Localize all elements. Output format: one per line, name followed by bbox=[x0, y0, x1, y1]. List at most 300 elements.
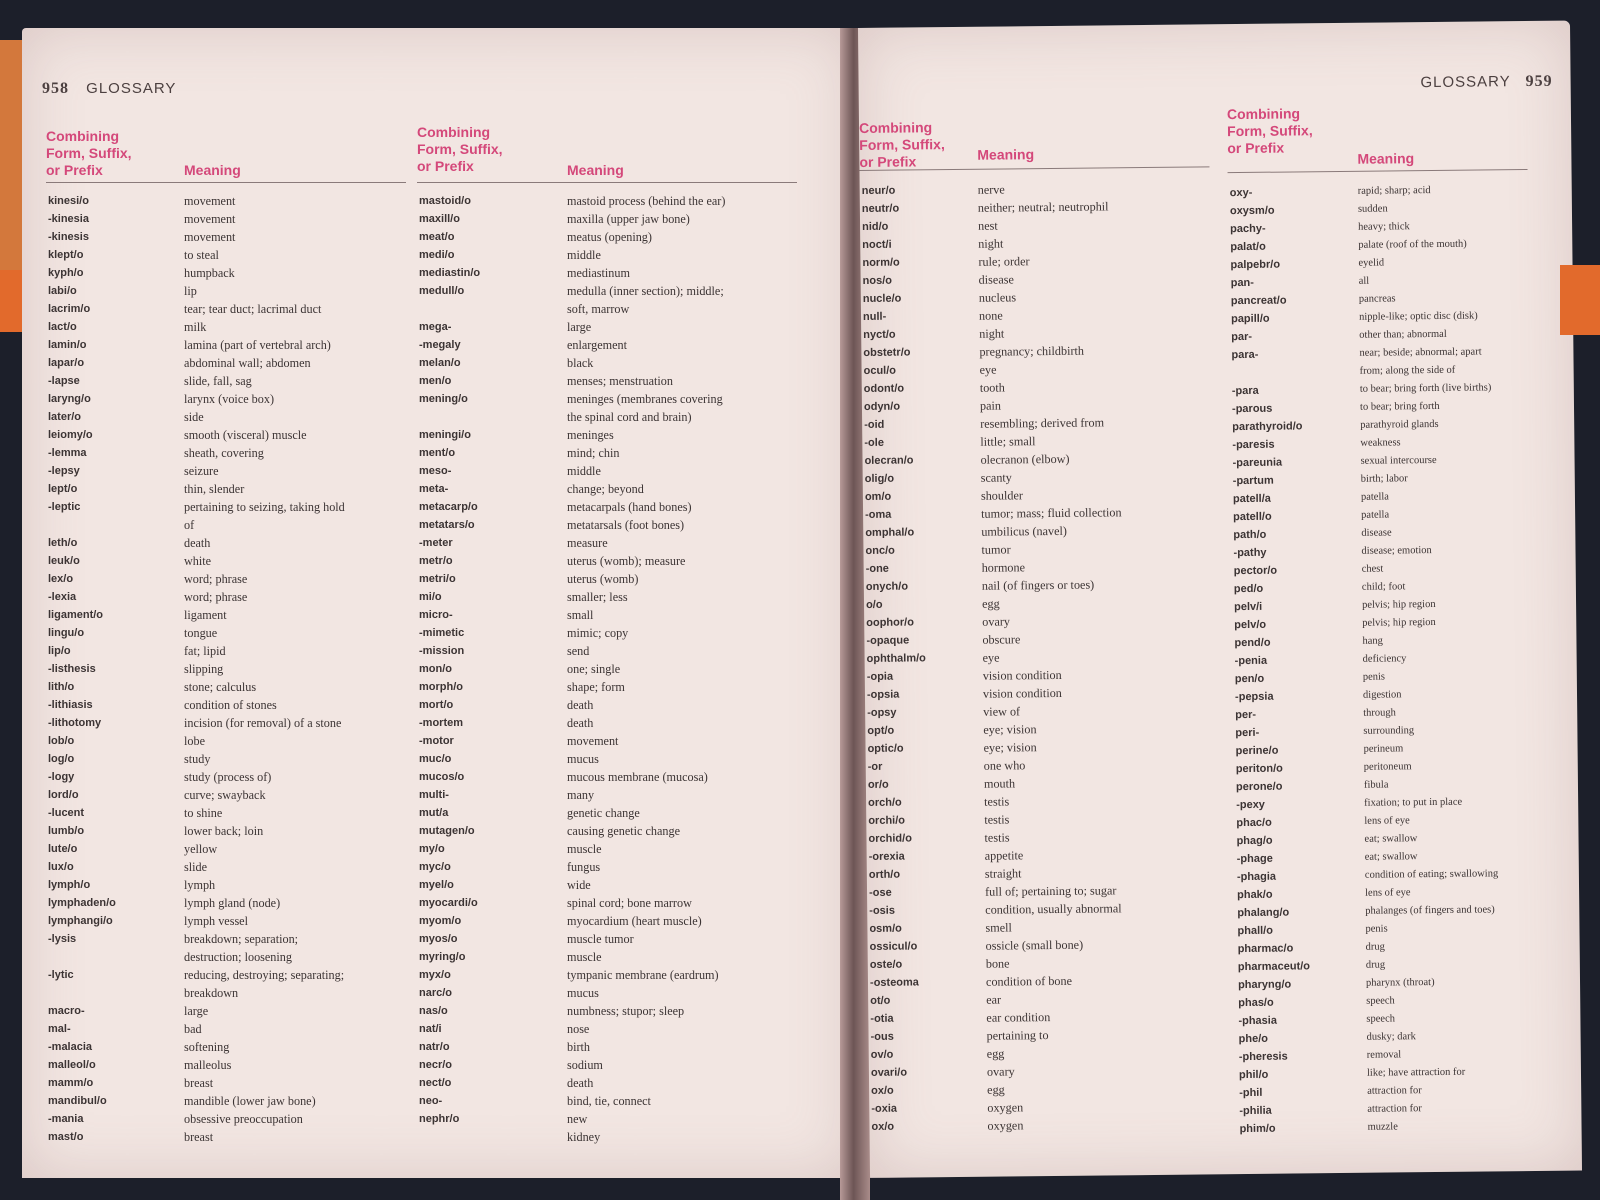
glossary-term: -malacia bbox=[48, 1041, 93, 1053]
glossary-term: pancreat/o bbox=[1230, 294, 1287, 308]
glossary-meaning: smooth (visceral) muscle bbox=[184, 428, 307, 442]
glossary-meaning: mastoid process (behind the ear) bbox=[567, 194, 726, 208]
glossary-meaning: myocardium (heart muscle) bbox=[567, 914, 702, 928]
glossary-term: -parous bbox=[1231, 402, 1273, 416]
glossary-meaning: menses; menstruation bbox=[567, 374, 673, 388]
glossary-term: onych/o bbox=[865, 580, 909, 593]
header-line: Form, Suffix, bbox=[1227, 122, 1313, 140]
glossary-term: mega- bbox=[419, 321, 452, 333]
glossary-term: -pareunia bbox=[1232, 456, 1283, 470]
glossary-term: mamm/o bbox=[48, 1077, 94, 1089]
glossary-meaning: hormone bbox=[981, 560, 1026, 575]
glossary-meaning: humpback bbox=[184, 266, 235, 280]
glossary-term: osm/o bbox=[869, 922, 902, 935]
glossary-meaning: ear bbox=[986, 992, 1002, 1007]
glossary-meaning: breakdown bbox=[184, 986, 239, 1000]
terms-column bbox=[48, 192, 188, 1146]
glossary-meaning: olecranon (elbow) bbox=[980, 451, 1070, 467]
glossary-term: lord/o bbox=[48, 789, 79, 801]
glossary-meaning: to shine bbox=[184, 806, 223, 820]
glossary-meaning: numbness; stupor; sleep bbox=[567, 1004, 685, 1018]
glossary-term: mal- bbox=[48, 1023, 71, 1035]
glossary-meaning: rapid; sharp; acid bbox=[1357, 185, 1431, 197]
glossary-term: mediastin/o bbox=[419, 267, 481, 279]
glossary-meaning: tooth bbox=[979, 380, 1005, 395]
glossary-term: ox/o bbox=[871, 1120, 895, 1133]
glossary-meaning: nucleus bbox=[978, 290, 1017, 305]
glossary-meaning: obscure bbox=[982, 632, 1021, 647]
glossary-term: oste/o bbox=[869, 958, 903, 971]
glossary-meaning: umbilicus (navel) bbox=[981, 523, 1067, 539]
glossary-meaning: birth bbox=[567, 1040, 591, 1054]
glossary-meaning: the spinal cord and brain) bbox=[567, 410, 692, 424]
glossary-meaning: night bbox=[978, 236, 1004, 251]
glossary-meaning: curve; swayback bbox=[184, 788, 266, 802]
glossary-meaning: like; have attraction for bbox=[1366, 1066, 1466, 1079]
glossary-meaning: black bbox=[567, 356, 594, 370]
glossary-meaning: pertaining to bbox=[986, 1028, 1049, 1043]
glossary-meaning: shoulder bbox=[980, 488, 1023, 503]
glossary-term: kyph/o bbox=[48, 267, 84, 279]
glossary-term: -meter bbox=[419, 537, 453, 549]
section-title: GLOSSARY bbox=[1420, 73, 1511, 92]
header-line: Form, Suffix, bbox=[859, 136, 945, 153]
glossary-term: -motor bbox=[419, 735, 454, 747]
glossary-meaning: tongue bbox=[184, 626, 218, 640]
glossary-term: myring/o bbox=[419, 951, 466, 963]
glossary-meaning: study (process of) bbox=[184, 770, 272, 784]
glossary-meaning: nail (of fingers or toes) bbox=[981, 577, 1095, 593]
glossary-term: -listhesis bbox=[48, 663, 96, 675]
glossary-meaning: milk bbox=[184, 320, 207, 334]
glossary-meaning: weakness bbox=[1360, 437, 1401, 449]
glossary-term: -lytic bbox=[48, 969, 74, 981]
glossary-meaning: slide, fall, sag bbox=[184, 374, 252, 388]
glossary-term: lymph/o bbox=[48, 879, 91, 891]
glossary-term: pend/o bbox=[1234, 636, 1271, 650]
glossary-term: -lucent bbox=[48, 807, 85, 819]
glossary-term: phim/o bbox=[1239, 1122, 1276, 1136]
glossary-meaning: ligament bbox=[184, 608, 227, 622]
thumb-index-tab-active bbox=[1560, 265, 1600, 335]
glossary-term: narc/o bbox=[419, 987, 453, 999]
glossary-meaning: slide bbox=[184, 860, 208, 874]
glossary-term: lute/o bbox=[48, 843, 78, 855]
glossary-meaning: wide bbox=[567, 878, 591, 892]
glossary-meaning: larynx (voice box) bbox=[184, 392, 275, 406]
glossary-term: oxy- bbox=[1229, 186, 1253, 200]
glossary-term: myos/o bbox=[419, 933, 458, 945]
glossary-term: pector/o bbox=[1233, 564, 1278, 578]
glossary-term: -or bbox=[867, 760, 883, 773]
glossary-meaning: heavy; thick bbox=[1358, 221, 1410, 233]
terms-column bbox=[1230, 183, 1365, 1138]
glossary-meaning: eat; swallow bbox=[1364, 851, 1418, 863]
glossary-term: neo- bbox=[419, 1095, 443, 1107]
right-page bbox=[858, 21, 1582, 1178]
glossary-term: metatars/o bbox=[419, 519, 475, 531]
glossary-meaning: egg bbox=[986, 1046, 1005, 1061]
glossary-meaning: hang bbox=[1362, 635, 1383, 647]
glossary-meaning: view of bbox=[983, 704, 1021, 719]
glossary-term: lux/o bbox=[48, 861, 74, 873]
glossary-meaning: other than; abnormal bbox=[1359, 328, 1447, 341]
glossary-meaning: tear; tear duct; lacrimal duct bbox=[184, 302, 322, 316]
glossary-term bbox=[419, 408, 559, 426]
glossary-term: men/o bbox=[419, 375, 452, 387]
column-header-meaning: Meaning bbox=[567, 162, 624, 178]
glossary-term: myc/o bbox=[419, 861, 451, 873]
glossary-meaning: pregnancy; childbirth bbox=[979, 343, 1085, 359]
glossary-meaning: tumor; mass; fluid collection bbox=[981, 505, 1122, 521]
glossary-term: -megaly bbox=[419, 339, 461, 351]
glossary-meaning: penis bbox=[1365, 923, 1388, 935]
header-line: Form, Suffix, bbox=[46, 145, 132, 161]
page-number: 959 bbox=[1525, 72, 1553, 91]
glossary-term: meso- bbox=[419, 465, 452, 477]
glossary-term: perine/o bbox=[1235, 744, 1279, 758]
glossary-meaning: patella bbox=[1361, 509, 1390, 521]
glossary-term: pen/o bbox=[1234, 672, 1265, 686]
glossary-meaning: send bbox=[567, 644, 590, 658]
glossary-meaning: movement bbox=[184, 194, 236, 208]
glossary-term: necr/o bbox=[419, 1059, 453, 1071]
glossary-term: -osteoma bbox=[869, 976, 919, 989]
glossary-term: myx/o bbox=[419, 969, 451, 981]
glossary-meaning: full of; pertaining to; sugar bbox=[984, 883, 1117, 899]
glossary-meaning: one who bbox=[983, 758, 1026, 773]
section-title: GLOSSARY bbox=[86, 80, 177, 97]
glossary-meaning: thin, slender bbox=[184, 482, 245, 496]
glossary-meaning: ovary bbox=[982, 614, 1011, 629]
glossary-meaning: pelvis; hip region bbox=[1362, 598, 1436, 611]
glossary-meaning: disease; emotion bbox=[1361, 545, 1432, 557]
glossary-meaning: testis bbox=[984, 812, 1010, 827]
header-line: Form, Suffix, bbox=[417, 141, 503, 157]
glossary-meaning: oxygen bbox=[987, 1118, 1024, 1133]
glossary-term: omphal/o bbox=[865, 526, 915, 539]
glossary-term: onc/o bbox=[865, 544, 895, 557]
glossary-term: -mimetic bbox=[419, 627, 465, 639]
glossary-meaning: testis bbox=[984, 794, 1010, 809]
glossary-meaning: death bbox=[567, 698, 594, 712]
glossary-meaning: peritoneum bbox=[1363, 761, 1412, 773]
glossary-term: lumb/o bbox=[48, 825, 85, 837]
right-page-header bbox=[1420, 73, 1552, 92]
glossary-term: lymphaden/o bbox=[48, 897, 116, 909]
glossary-meaning: to steal bbox=[184, 248, 219, 262]
glossary-term: phe/o bbox=[1238, 1032, 1269, 1046]
glossary-term: palat/o bbox=[1230, 240, 1266, 254]
glossary-term: -oxia bbox=[871, 1102, 898, 1115]
glossary-term: lob/o bbox=[48, 735, 75, 747]
glossary-term: meningi/o bbox=[419, 429, 471, 441]
glossary-term: -pepsia bbox=[1234, 690, 1274, 704]
column-header-form bbox=[859, 119, 980, 171]
glossary-meaning: fibula bbox=[1363, 779, 1389, 791]
glossary-meaning: sudden bbox=[1357, 203, 1388, 215]
glossary-term: log/o bbox=[48, 753, 75, 765]
glossary-term: phag/o bbox=[1236, 834, 1273, 848]
glossary-meaning: lamina (part of vertebral arch) bbox=[184, 338, 331, 352]
glossary-term: phall/o bbox=[1237, 924, 1273, 938]
glossary-meaning: egg bbox=[981, 596, 1000, 611]
glossary-term: lex/o bbox=[48, 573, 74, 585]
glossary-meaning: study bbox=[184, 752, 211, 766]
glossary-meaning: tympanic membrane (eardrum) bbox=[567, 968, 719, 982]
glossary-meaning: uterus (womb) bbox=[567, 572, 639, 586]
glossary-meaning: resembling; derived from bbox=[980, 415, 1105, 431]
glossary-term: lacrim/o bbox=[48, 303, 91, 315]
glossary-term: ot/o bbox=[870, 994, 891, 1007]
glossary-meaning: lymph vessel bbox=[184, 914, 248, 928]
glossary-term: optic/o bbox=[867, 742, 904, 755]
glossary-meaning: little; small bbox=[980, 434, 1036, 449]
glossary-term: multi- bbox=[419, 789, 449, 801]
glossary-term: my/o bbox=[419, 843, 445, 855]
glossary-term: -ose bbox=[868, 886, 892, 899]
glossary-meaning: causing genetic change bbox=[567, 824, 681, 838]
glossary-term: norm/o bbox=[862, 256, 900, 269]
glossary-term: om/o bbox=[864, 490, 892, 503]
glossary-meaning: condition of stones bbox=[184, 698, 277, 712]
glossary-meaning: attraction for bbox=[1367, 1103, 1422, 1115]
glossary-meaning: fungus bbox=[567, 860, 601, 874]
glossary-term: meat/o bbox=[419, 231, 455, 243]
glossary-term: medi/o bbox=[419, 249, 455, 261]
glossary-meaning: dusky; dark bbox=[1366, 1031, 1416, 1043]
glossary-meaning: perineum bbox=[1363, 743, 1404, 755]
glossary-meaning: seizure bbox=[184, 464, 219, 478]
glossary-term: -penia bbox=[1234, 654, 1268, 668]
left-page-header bbox=[42, 80, 176, 98]
glossary-meaning: mucous membrane (mucosa) bbox=[567, 770, 708, 784]
glossary-meaning: palate (roof of the mouth) bbox=[1358, 238, 1467, 251]
header-rule bbox=[417, 182, 797, 183]
glossary-term: micro- bbox=[419, 609, 453, 621]
glossary-meaning: eyelid bbox=[1358, 257, 1385, 269]
glossary-term: lept/o bbox=[48, 483, 78, 495]
glossary-term: -otia bbox=[870, 1012, 894, 1025]
glossary-term: -ole bbox=[864, 436, 884, 449]
glossary-term: ocul/o bbox=[863, 364, 897, 377]
meanings-column bbox=[1358, 181, 1573, 1137]
glossary-term: odont/o bbox=[863, 382, 905, 395]
glossary-term: mening/o bbox=[419, 393, 468, 405]
glossary-term: -mortem bbox=[419, 717, 464, 729]
glossary-meaning: death bbox=[567, 1076, 594, 1090]
glossary-term: oophor/o bbox=[866, 616, 914, 629]
glossary-meaning: surrounding bbox=[1363, 725, 1415, 737]
glossary-meaning: lobe bbox=[184, 734, 205, 748]
glossary-meaning: one; single bbox=[567, 662, 621, 676]
glossary-meaning: lymph gland (node) bbox=[184, 896, 281, 910]
glossary-term: -oid bbox=[864, 418, 885, 431]
glossary-term: natr/o bbox=[419, 1041, 450, 1053]
glossary-term: -lithotomy bbox=[48, 717, 102, 729]
glossary-meaning: white bbox=[184, 554, 212, 568]
glossary-term bbox=[48, 516, 188, 534]
glossary-meaning: medulla (inner section); middle; bbox=[567, 284, 724, 298]
glossary-term: muc/o bbox=[419, 753, 452, 765]
glossary-meaning: eat; swallow bbox=[1364, 833, 1418, 845]
glossary-term: pelv/i bbox=[1234, 600, 1263, 614]
glossary-term: labi/o bbox=[48, 285, 77, 297]
meanings-column bbox=[184, 192, 414, 1146]
glossary-meaning: muscle tumor bbox=[567, 932, 634, 946]
glossary-meaning: metacarpals (hand bones) bbox=[567, 500, 692, 514]
glossary-term: phas/o bbox=[1238, 996, 1274, 1010]
glossary-term: parathyroid/o bbox=[1232, 420, 1303, 434]
glossary-meaning: rule; order bbox=[978, 254, 1030, 269]
glossary-meaning: deficiency bbox=[1362, 653, 1407, 665]
glossary-meaning: eye; vision bbox=[983, 740, 1037, 755]
glossary-term: metacarp/o bbox=[419, 501, 478, 513]
glossary-meaning: all bbox=[1358, 275, 1370, 287]
glossary-meaning: pelvis; hip region bbox=[1362, 616, 1436, 629]
glossary-term: par- bbox=[1231, 330, 1253, 344]
glossary-term: patell/o bbox=[1233, 510, 1272, 524]
glossary-meaning: vision condition bbox=[982, 685, 1062, 701]
glossary-meaning: drug bbox=[1365, 959, 1386, 971]
glossary-term: lip/o bbox=[48, 645, 71, 657]
glossary-term: phak/o bbox=[1237, 888, 1273, 902]
glossary-meaning: lip bbox=[184, 284, 197, 298]
glossary-term: maxill/o bbox=[419, 213, 460, 225]
glossary-meaning: breast bbox=[184, 1076, 214, 1090]
glossary-meaning: drug bbox=[1365, 941, 1385, 953]
glossary-term: -mania bbox=[48, 1113, 84, 1125]
glossary-term: -opia bbox=[866, 670, 894, 683]
glossary-meaning: breast bbox=[184, 1130, 214, 1144]
glossary-term: nas/o bbox=[419, 1005, 448, 1017]
glossary-meaning: mimic; copy bbox=[567, 626, 629, 640]
glossary-term: olig/o bbox=[864, 472, 895, 485]
glossary-term: myel/o bbox=[419, 879, 454, 891]
glossary-term: leiomy/o bbox=[48, 429, 93, 441]
glossary-term: papill/o bbox=[1231, 312, 1270, 326]
glossary-term: o/o bbox=[865, 598, 883, 611]
glossary-term: ov/o bbox=[870, 1048, 894, 1061]
glossary-term: -opsia bbox=[866, 688, 900, 701]
glossary-meaning: uterus (womb); measure bbox=[567, 554, 686, 568]
glossary-meaning: pertaining to seizing, taking hold bbox=[184, 500, 345, 514]
glossary-term: mort/o bbox=[419, 699, 454, 711]
glossary-term: -one bbox=[865, 562, 889, 575]
glossary-term: obstetr/o bbox=[863, 346, 911, 359]
glossary-meaning: ear condition bbox=[986, 1010, 1051, 1025]
header-rule bbox=[46, 182, 406, 183]
glossary-meaning: night bbox=[979, 326, 1005, 341]
glossary-term: -philia bbox=[1239, 1104, 1272, 1118]
glossary-meaning: death bbox=[567, 716, 594, 730]
glossary-term: -logy bbox=[48, 771, 75, 783]
glossary-meaning: destruction; loosening bbox=[184, 950, 292, 964]
glossary-term: ment/o bbox=[419, 447, 456, 459]
glossary-term bbox=[419, 300, 559, 318]
glossary-meaning: lymph bbox=[184, 878, 216, 892]
glossary-meaning: fixation; to put in place bbox=[1364, 796, 1463, 809]
column-header-meaning: Meaning bbox=[184, 162, 241, 178]
glossary-meaning: smaller; less bbox=[567, 590, 628, 604]
glossary-meaning: phalanges (of fingers and toes) bbox=[1365, 904, 1495, 917]
glossary-term: lapar/o bbox=[48, 357, 85, 369]
glossary-meaning: metatarsals (foot bones) bbox=[567, 518, 685, 532]
glossary-term: -osis bbox=[869, 904, 895, 917]
glossary-term bbox=[1232, 363, 1357, 382]
glossary-term: -orexia bbox=[868, 850, 905, 863]
glossary-meaning: slipping bbox=[184, 662, 224, 676]
glossary-term: mucos/o bbox=[419, 771, 465, 783]
column-header-form bbox=[1227, 105, 1358, 157]
glossary-meaning: mandible (lower jaw bone) bbox=[184, 1094, 316, 1108]
glossary-meaning: death bbox=[184, 536, 211, 550]
glossary-term: metr/o bbox=[419, 555, 453, 567]
glossary-term: perone/o bbox=[1235, 780, 1283, 794]
glossary-term: medull/o bbox=[419, 285, 465, 297]
glossary-meaning: new bbox=[567, 1112, 588, 1126]
glossary-meaning: birth; labor bbox=[1360, 473, 1408, 485]
glossary-meaning: attraction for bbox=[1367, 1085, 1422, 1097]
header-line: or Prefix bbox=[46, 162, 103, 178]
glossary-meaning: yellow bbox=[184, 842, 218, 856]
glossary-term: -lapse bbox=[48, 375, 80, 387]
glossary-term: para- bbox=[1231, 348, 1259, 362]
glossary-meaning: bone bbox=[985, 956, 1010, 971]
glossary-term: opt/o bbox=[867, 724, 895, 737]
glossary-term: periton/o bbox=[1235, 762, 1283, 776]
terms-column bbox=[419, 192, 559, 1128]
meanings-column bbox=[567, 192, 797, 1146]
glossary-term: -paresis bbox=[1232, 438, 1275, 452]
glossary-term: klept/o bbox=[48, 249, 84, 261]
glossary-meaning: muscle bbox=[567, 950, 602, 964]
glossary-meaning: mucus bbox=[567, 752, 599, 766]
glossary-term: mastoid/o bbox=[419, 195, 471, 207]
glossary-meaning: pain bbox=[979, 398, 1002, 413]
glossary-meaning: shape; form bbox=[567, 680, 625, 694]
glossary-meaning: from; along the side of bbox=[1359, 364, 1456, 377]
glossary-meaning: meninges (membranes covering bbox=[567, 392, 723, 406]
glossary-term: lingu/o bbox=[48, 627, 85, 639]
glossary-term: odyn/o bbox=[863, 400, 901, 413]
glossary-meaning: eye; vision bbox=[983, 722, 1037, 737]
column-header-form bbox=[417, 124, 557, 175]
glossary-meaning: word; phrase bbox=[184, 572, 248, 586]
glossary-term: ligament/o bbox=[48, 609, 104, 621]
glossary-meaning: mouth bbox=[983, 776, 1016, 791]
glossary-meaning: large bbox=[567, 320, 592, 334]
glossary-meaning: sheath, covering bbox=[184, 446, 264, 460]
glossary-term: or/o bbox=[867, 778, 889, 791]
glossary-meaning: condition, usually abnormal bbox=[985, 901, 1122, 917]
glossary-term: kinesi/o bbox=[48, 195, 89, 207]
header-line: Combining bbox=[858, 119, 933, 136]
glossary-term bbox=[48, 984, 188, 1002]
glossary-term: neur/o bbox=[861, 184, 896, 197]
glossary-meaning: of bbox=[184, 518, 195, 532]
glossary-meaning: abdominal wall; abdomen bbox=[184, 356, 311, 370]
column-header-form bbox=[46, 128, 186, 179]
meanings-column bbox=[978, 178, 1228, 1134]
glossary-meaning: softening bbox=[184, 1040, 230, 1054]
glossary-meaning: testis bbox=[984, 830, 1010, 845]
glossary-term: orch/o bbox=[868, 796, 902, 809]
glossary-term: nucle/o bbox=[862, 292, 902, 305]
glossary-term: nat/i bbox=[419, 1023, 442, 1035]
glossary-term: morph/o bbox=[419, 681, 463, 693]
glossary-meaning: condition of bone bbox=[985, 973, 1073, 989]
